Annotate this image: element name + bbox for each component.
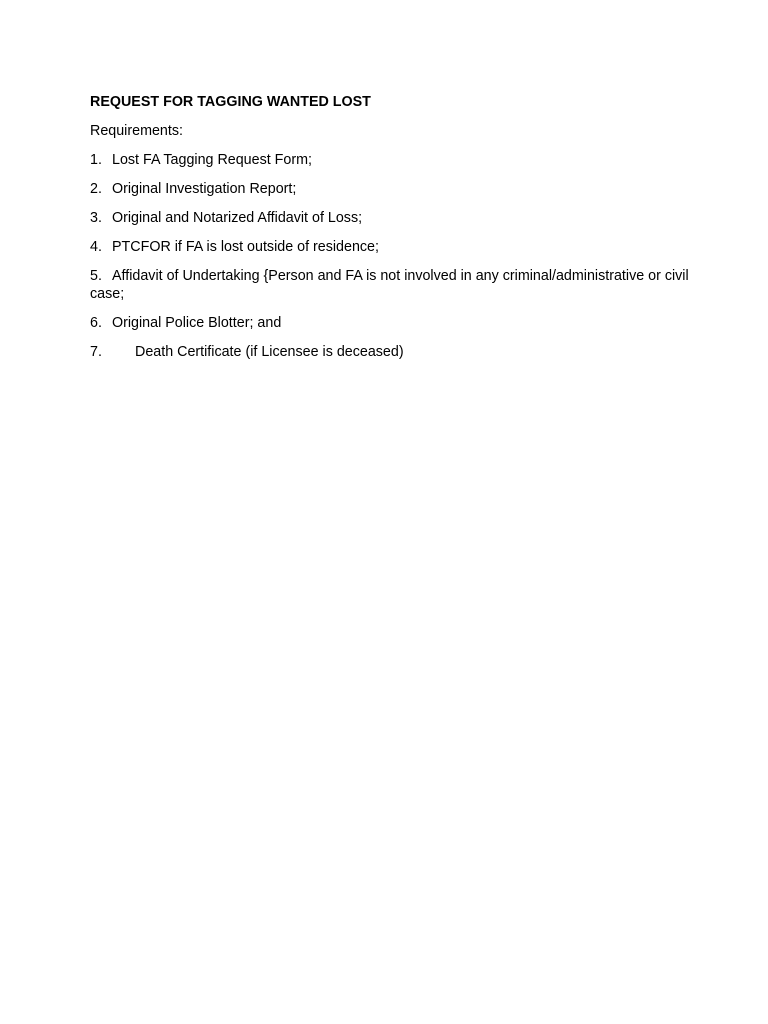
list-item-text: Lost FA Tagging Request Form; <box>112 152 313 168</box>
list-item <box>90 151 690 169</box>
list-item-text: Original Investigation Report; <box>112 181 297 197</box>
list-item-number: 2. <box>90 181 102 197</box>
list-item <box>90 314 690 332</box>
list-item <box>90 267 690 303</box>
list-item <box>90 238 690 256</box>
document-title: REQUEST FOR TAGGING WANTED LOST <box>90 94 371 110</box>
list-item <box>90 180 690 198</box>
list-item <box>90 343 690 361</box>
list-item-number: 3. <box>90 210 102 226</box>
list-item-text: Original Police Blotter; and <box>112 315 282 331</box>
list-item-number: 4. <box>90 239 102 255</box>
list-item-number: 1. <box>90 152 102 168</box>
list-item-text: Original and Notarized Affidavit of Loss; <box>112 210 363 226</box>
requirements-label: Requirements: <box>90 123 183 139</box>
list-item-number: 5. <box>90 268 102 284</box>
list-item-text: Affidavit of Undertaking {Person and FA is not involved in any criminal/administrative or civil case; <box>90 268 689 302</box>
list-item-text: Death Certificate (if Licensee is deceased) <box>135 344 404 360</box>
list-item-number: 6. <box>90 315 102 331</box>
list-item-text: PTCFOR if FA is lost outside of residence; <box>112 239 379 255</box>
list-item-number: 7. <box>90 344 102 360</box>
document-body <box>90 93 690 372</box>
list-item <box>90 209 690 227</box>
